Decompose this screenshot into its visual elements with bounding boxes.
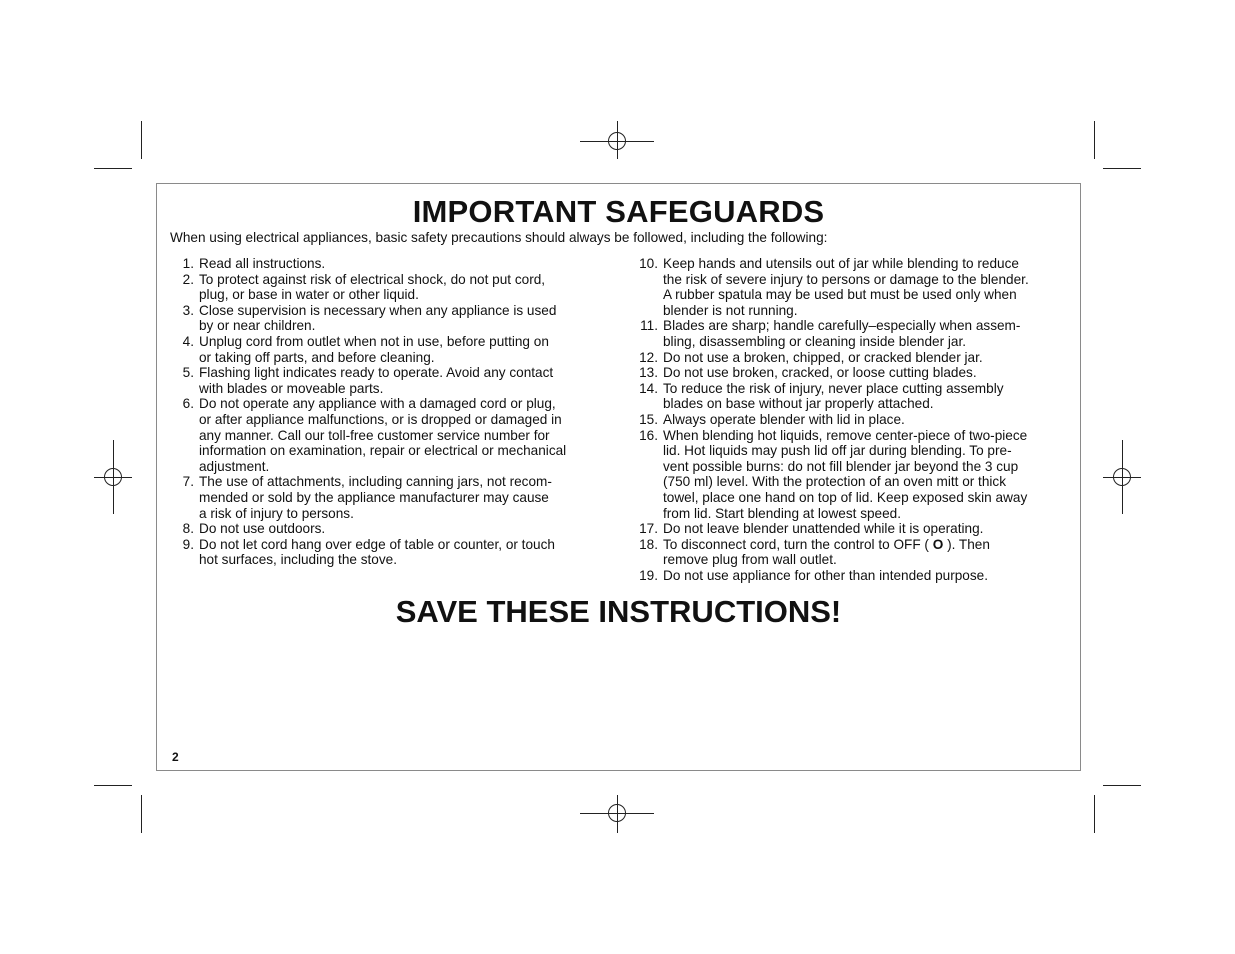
item-number: 14. [639,380,658,396]
item-text: Always operate blender with lid in place. [663,411,905,427]
off-symbol: O [932,536,944,552]
list-item [170,272,610,303]
crop-mark [1103,785,1141,786]
list-item [630,412,1070,428]
item-text: Keep hands and utensils out of jar while blending to reduce the risk of severe injury to persons or damage to the blender. A rubber spatula may be used but must be used only when blender is not running. [663,256,1029,318]
intro-text: When using electrical appliances, basic safety precautions should always be followed, including the following: [170,230,828,245]
item-text-after: ). Then remove plug from wall outlet. [663,536,990,568]
item-text: When blending hot liquids, remove center-piece of two-piece lid. Hot liquids may push lid off jar during blending. To pre- vent possible burns: do not fill blender jar beyond the 3 cup (750 ml) level. With the protection of an oven mitt or thick towel, place one hand on top of lid. Keep exposed skin away from lid. Start blending at lowest speed. [663,427,1028,521]
item-number: 12. [639,349,658,365]
item-text: Do not use outdoors. [199,521,326,537]
safeguards-list-left [170,256,610,568]
crop-mark [141,795,142,833]
item-number: 6. [182,396,194,412]
list-item [630,381,1070,412]
item-number: 17. [639,521,658,537]
item-number: 4. [182,333,194,349]
list-item [630,537,1070,568]
crop-mark [141,121,142,159]
list-item [170,303,610,334]
item-text: Blades are sharp; handle carefully–especially when assem- bling, disassembling or cleaning inside blender jar. [663,318,1021,349]
safeguards-list-right [630,256,1070,583]
item-number: 15. [639,411,658,427]
crop-mark [1094,121,1095,159]
list-item [630,568,1070,584]
list-item [630,256,1070,318]
item-number: 3. [182,302,194,318]
list-item [630,521,1070,537]
crop-mark [94,785,132,786]
item-text: Do not let cord hang over edge of table or counter, or touch hot surfaces, including the stove. [199,536,555,568]
item-text: Read all instructions. [199,256,326,271]
item-number: 19. [639,567,658,583]
crop-mark [94,168,132,169]
list-item [630,428,1070,522]
list-item [170,474,610,521]
item-number: 10. [639,256,658,271]
item-text: Do not use a broken, chipped, or cracked blender jar. [663,349,983,365]
list-item [170,396,610,474]
item-text: Do not use broken, cracked, or loose cutting blades. [663,365,977,381]
closing-heading: SAVE THESE INSTRUCTIONS! [395,594,842,629]
item-text: Close supervision is necessary when any appliance is used by or near children. [199,302,557,334]
item-number: 7. [182,474,194,490]
item-text: To protect against risk of electrical shock, do not put cord, plug, or base in water or other liquid. [199,271,546,303]
list-item [170,521,610,537]
item-text: The use of attachments, including canning jars, not recom- mended or sold by the appliance manufacturer may cause a risk of injury to persons. [199,474,552,521]
crop-mark [1103,168,1141,169]
item-number: 2. [182,271,194,287]
item-text: Unplug cord from outlet when not in use, before putting on or taking off parts, and before cleaning. [199,333,549,365]
item-number: 8. [182,521,194,537]
list-item [170,365,610,396]
page-title: IMPORTANT SAFEGUARDS [412,194,825,229]
item-text: Do not operate any appliance with a damaged cord or plug, or after appliance malfunctions, or is dropped or damaged in any manner. Call our toll-free customer service number for information on examination, repair or electrical or mechanical adjustment. [199,396,567,474]
item-number: 11. [640,318,658,334]
list-item [170,334,610,365]
list-item [630,350,1070,366]
item-text: Do not leave blender unattended while it is operating. [663,521,984,537]
list-item [170,537,610,568]
list-item [630,318,1070,349]
item-number: 13. [639,365,658,381]
crop-mark [1094,795,1095,833]
item-number: 5. [182,365,194,381]
item-text-before: To disconnect cord, turn the control to OFF ( [663,536,933,552]
item-number: 16. [639,427,658,443]
item-number: 1. [182,256,194,271]
list-item [630,365,1070,381]
item-text: To reduce the risk of injury, never place cutting assembly blades on base without jar properly attached. [663,380,1004,412]
item-text [658,537,1070,568]
list-item [170,256,610,272]
item-text: Flashing light indicates ready to operate. Avoid any contact with blades or moveable parts. [199,365,554,396]
page-number: 2 [172,750,179,764]
item-number: 18. [639,536,658,552]
item-text: Do not use appliance for other than intended purpose. [663,567,988,583]
item-number: 9. [182,536,194,552]
document-page [156,183,1081,771]
